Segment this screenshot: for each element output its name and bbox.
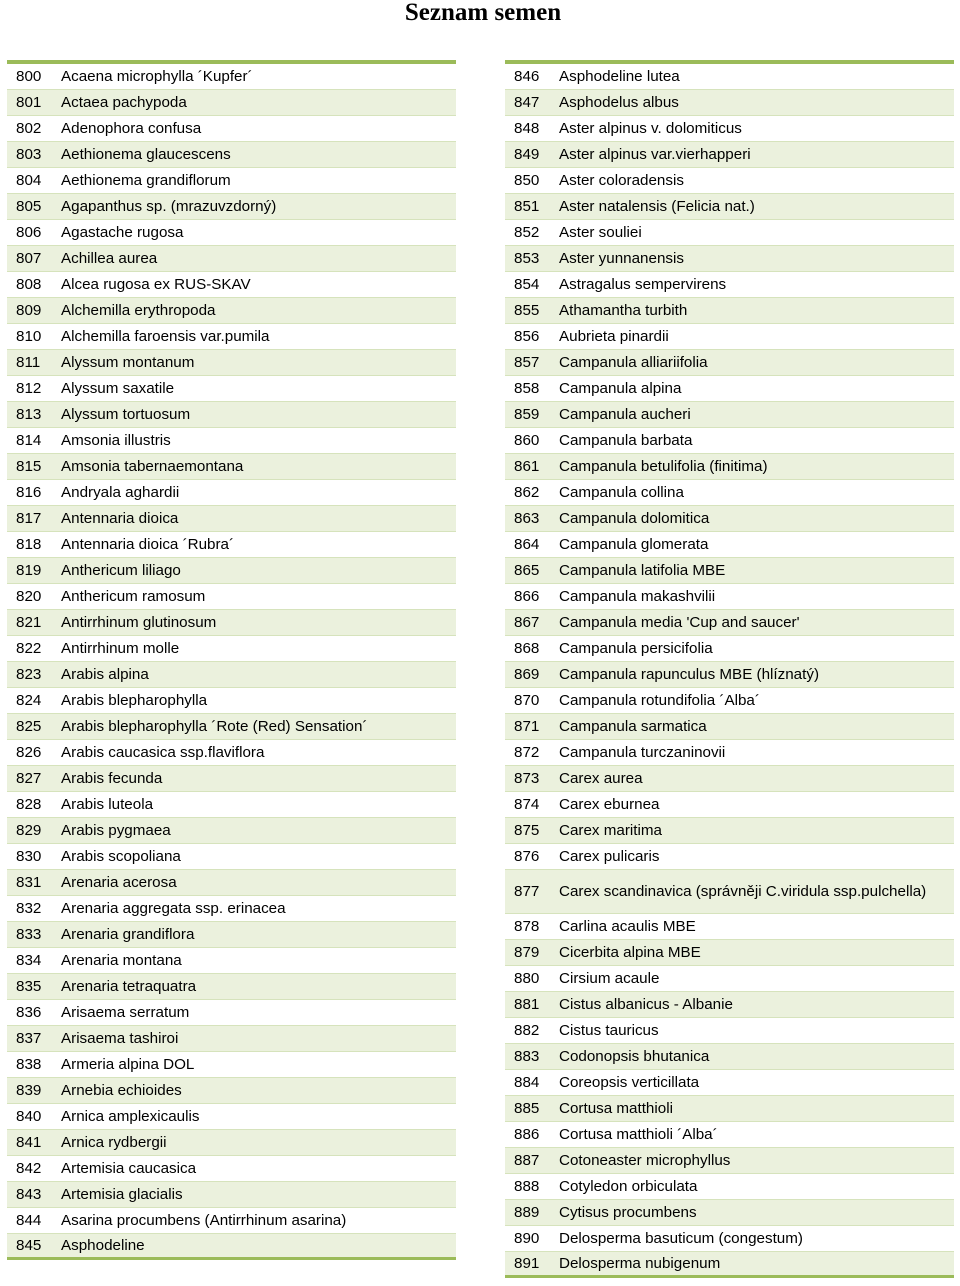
table-row (505, 246, 954, 272)
seed-number: 829 (16, 822, 42, 839)
seed-name: Aubrieta pinardii (559, 328, 669, 345)
seed-number: 800 (16, 68, 42, 85)
seed-name: Campanula collina (559, 484, 684, 501)
table-row (7, 1234, 456, 1260)
table-row (7, 714, 456, 740)
table-row (7, 168, 456, 194)
table-row (505, 1122, 954, 1148)
seed-name: Antirrhinum glutinosum (61, 614, 217, 631)
seed-name: Asphodeline (61, 1237, 145, 1254)
table-row (7, 688, 456, 714)
seed-number: 805 (16, 198, 42, 215)
table-row (505, 402, 954, 428)
seed-number: 890 (514, 1230, 540, 1247)
seed-number: 869 (514, 666, 540, 683)
table-row (7, 1208, 456, 1234)
seed-name: Campanula dolomitica (559, 510, 710, 527)
seed-name: Arenaria tetraquatra (61, 978, 197, 995)
table-row (505, 532, 954, 558)
table-row (505, 558, 954, 584)
seed-name: Cirsium acaule (559, 970, 660, 987)
seed-name: Alcea rugosa ex RUS-SKAV (61, 276, 251, 293)
table-row (505, 116, 954, 142)
table-row (7, 1078, 456, 1104)
table-row (7, 792, 456, 818)
table-row (7, 974, 456, 1000)
seed-name: Carlina acaulis MBE (559, 918, 696, 935)
table-row (505, 662, 954, 688)
seed-number: 870 (514, 692, 540, 709)
seed-name: Actaea pachypoda (61, 94, 187, 111)
table-row (7, 506, 456, 532)
seed-list-left (7, 60, 456, 1260)
table-row (7, 1182, 456, 1208)
seed-name: Carex aurea (559, 770, 643, 787)
seed-number: 806 (16, 224, 42, 241)
seed-number: 842 (16, 1160, 42, 1177)
table-row (7, 480, 456, 506)
seed-number: 824 (16, 692, 42, 709)
seed-number: 889 (514, 1204, 540, 1221)
seed-number: 815 (16, 458, 42, 475)
seed-number: 857 (514, 354, 540, 371)
seed-number: 859 (514, 406, 540, 423)
seed-name: Arabis alpina (61, 666, 149, 683)
seed-name: Anthericum liliago (61, 562, 181, 579)
table-row (7, 1052, 456, 1078)
seed-number: 860 (514, 432, 540, 449)
table-row (505, 792, 954, 818)
seed-number: 804 (16, 172, 42, 189)
seed-name: Arisaema tashiroi (61, 1030, 179, 1047)
seed-number: 861 (514, 458, 540, 475)
table-row (7, 584, 456, 610)
table-row (505, 766, 954, 792)
seed-name: Asphodelus albus (559, 94, 679, 111)
seed-name: Arabis luteola (61, 796, 154, 813)
seed-name: Asarina procumbens (Antirrhinum asarina) (61, 1212, 347, 1229)
table-row (505, 688, 954, 714)
seed-name: Anthericum ramosum (61, 588, 206, 605)
seed-name: Aster yunnanensis (559, 250, 684, 267)
table-row (505, 90, 954, 116)
table-row (505, 870, 954, 914)
table-row (7, 454, 456, 480)
table-row (505, 636, 954, 662)
table-row (505, 506, 954, 532)
table-row (505, 1252, 954, 1278)
seed-name: Delosperma basuticum (congestum) (559, 1230, 803, 1247)
table-row (505, 168, 954, 194)
seed-name: Aethionema glaucescens (61, 146, 231, 163)
seed-number: 816 (16, 484, 42, 501)
page-title: Seznam semen (404, 0, 562, 26)
table-row (7, 324, 456, 350)
seed-number: 832 (16, 900, 42, 917)
table-row (7, 870, 456, 896)
seed-name: Campanula sarmatica (559, 718, 707, 735)
seed-name: Amsonia tabernaemontana (61, 458, 244, 475)
table-row (7, 116, 456, 142)
seed-number: 835 (16, 978, 42, 995)
seed-number: 820 (16, 588, 42, 605)
table-row (7, 1000, 456, 1026)
table-row (505, 714, 954, 740)
seed-name: Alchemilla erythropoda (61, 302, 216, 319)
table-row (7, 844, 456, 870)
seed-number: 809 (16, 302, 42, 319)
seed-name: Alyssum montanum (61, 354, 195, 371)
seed-name: Campanula persicifolia (559, 640, 713, 657)
table-row (7, 90, 456, 116)
seed-number: 884 (514, 1074, 540, 1091)
table-row (505, 454, 954, 480)
seed-number: 856 (514, 328, 540, 345)
seed-name: Carex maritima (559, 822, 662, 839)
seed-name: Alyssum tortuosum (61, 406, 191, 423)
table-row (7, 1104, 456, 1130)
seed-number: 852 (514, 224, 540, 241)
seed-number: 831 (16, 874, 42, 891)
seed-number: 880 (514, 970, 540, 987)
seed-number: 833 (16, 926, 42, 943)
table-row (505, 1226, 954, 1252)
table-row (505, 940, 954, 966)
table-row (505, 142, 954, 168)
seed-name: Athamantha turbith (559, 302, 688, 319)
seed-name: Campanula rapunculus MBE (hlíznatý) (559, 666, 819, 683)
seed-number: 837 (16, 1030, 42, 1047)
seed-number: 878 (514, 918, 540, 935)
table-row (505, 64, 954, 90)
seed-number: 810 (16, 328, 42, 345)
seed-name: Arnica amplexicaulis (61, 1108, 200, 1125)
table-row (505, 298, 954, 324)
seed-name: Astragalus sempervirens (559, 276, 727, 293)
seed-number: 858 (514, 380, 540, 397)
seed-number: 839 (16, 1082, 42, 1099)
seed-name: Aster alpinus v. dolomiticus (559, 120, 742, 137)
seed-number: 814 (16, 432, 42, 449)
seed-name: Agastache rugosa (61, 224, 184, 241)
table-row (505, 844, 954, 870)
seed-name: Artemisia caucasica (61, 1160, 197, 1177)
seed-number: 812 (16, 380, 42, 397)
table-row (7, 64, 456, 90)
seed-number: 885 (514, 1100, 540, 1117)
seed-number: 846 (514, 68, 540, 85)
seed-number: 862 (514, 484, 540, 501)
table-row (505, 1174, 954, 1200)
table-row (7, 194, 456, 220)
table-row (505, 966, 954, 992)
table-row (505, 1070, 954, 1096)
table-row (7, 532, 456, 558)
seed-number: 864 (514, 536, 540, 553)
table-row (7, 948, 456, 974)
seed-name: Arenaria aggregata ssp. erinacea (61, 900, 286, 917)
seed-number: 803 (16, 146, 42, 163)
seed-number: 808 (16, 276, 42, 293)
seed-number: 840 (16, 1108, 42, 1125)
seed-name: Andryala aghardii (61, 484, 180, 501)
seed-name: Campanula aucheri (559, 406, 691, 423)
seed-name: Delosperma nubigenum (559, 1255, 721, 1272)
seed-name: Cotoneaster microphyllus (559, 1152, 731, 1169)
seed-name: Cytisus procumbens (559, 1204, 697, 1221)
seed-name: Alyssum saxatile (61, 380, 175, 397)
table-row (505, 1018, 954, 1044)
table-row (505, 740, 954, 766)
table-row (7, 376, 456, 402)
seed-number: 823 (16, 666, 42, 683)
seed-number: 888 (514, 1178, 540, 1195)
seed-number: 802 (16, 120, 42, 137)
seed-name: Codonopsis bhutanica (559, 1048, 710, 1065)
seed-number: 827 (16, 770, 42, 787)
table-row (7, 246, 456, 272)
seed-number: 881 (514, 996, 540, 1013)
table-row (505, 1200, 954, 1226)
seed-number: 866 (514, 588, 540, 605)
seed-number: 851 (514, 198, 540, 215)
seed-name: Aster souliei (559, 224, 642, 241)
table-row (505, 376, 954, 402)
table-row (505, 610, 954, 636)
seed-name: Arabis scopoliana (61, 848, 181, 865)
seed-number: 807 (16, 250, 42, 267)
seed-number: 841 (16, 1134, 42, 1151)
table-row (505, 992, 954, 1018)
table-row (505, 324, 954, 350)
seed-name: Cortusa matthioli (559, 1100, 673, 1117)
seed-name: Cistus tauricus (559, 1022, 659, 1039)
seed-number: 849 (514, 146, 540, 163)
table-row (505, 584, 954, 610)
table-row (7, 1026, 456, 1052)
table-row (7, 896, 456, 922)
seed-name: Aster alpinus var.vierhapperi (559, 146, 751, 163)
seed-number: 801 (16, 94, 42, 111)
table-row (7, 922, 456, 948)
table-row (505, 220, 954, 246)
seed-number: 850 (514, 172, 540, 189)
table-row (7, 1156, 456, 1182)
seed-name: Campanula turczaninovii (559, 744, 726, 761)
table-row (7, 636, 456, 662)
table-row (7, 558, 456, 584)
seed-number: 873 (514, 770, 540, 787)
seed-number: 848 (514, 120, 540, 137)
seed-number: 867 (514, 614, 540, 631)
seed-number: 883 (514, 1048, 540, 1065)
seed-name: Campanula latifolia MBE (559, 562, 726, 579)
seed-number: 871 (514, 718, 540, 735)
seed-number: 828 (16, 796, 42, 813)
seed-number: 838 (16, 1056, 42, 1073)
table-row (7, 610, 456, 636)
seed-number: 891 (514, 1255, 540, 1272)
table-row (7, 402, 456, 428)
table-row (505, 350, 954, 376)
table-row (7, 272, 456, 298)
seed-name: Agapanthus sp. (mrazuvzdorný) (61, 198, 277, 215)
seed-name: Arabis fecunda (61, 770, 163, 787)
seed-name: Campanula glomerata (559, 536, 709, 553)
seed-name: Antennaria dioica (61, 510, 179, 527)
seed-number: 879 (514, 944, 540, 961)
seed-number: 877 (514, 883, 540, 900)
seed-name: Campanula alliariifolia (559, 354, 708, 371)
seed-number: 887 (514, 1152, 540, 1169)
seed-name: Cortusa matthioli ´Alba´ (559, 1126, 718, 1143)
seed-number: 868 (514, 640, 540, 657)
seed-name: Asphodeline lutea (559, 68, 680, 85)
seed-number: 882 (514, 1022, 540, 1039)
seed-name: Arnica rydbergii (61, 1134, 167, 1151)
seed-number: 853 (514, 250, 540, 267)
seed-name: Antennaria dioica ´Rubra´ (61, 536, 235, 553)
seed-name: Arabis caucasica ssp.flaviflora (61, 744, 265, 761)
seed-name: Achillea aurea (61, 250, 158, 267)
seed-name: Campanula barbata (559, 432, 693, 449)
seed-name: Arenaria grandiflora (61, 926, 195, 943)
table-row (7, 142, 456, 168)
table-row (7, 818, 456, 844)
seed-name: Aethionema grandiflorum (61, 172, 231, 189)
seed-name: Arisaema serratum (61, 1004, 190, 1021)
seed-number: 813 (16, 406, 42, 423)
table-row (505, 1044, 954, 1070)
seed-name: Cicerbita alpina MBE (559, 944, 701, 961)
seed-name: Adenophora confusa (61, 120, 202, 137)
seed-number: 855 (514, 302, 540, 319)
seed-name: Arnebia echioides (61, 1082, 182, 1099)
table-row (505, 428, 954, 454)
seed-name: Carex scandinavica (správněji C.viridula ssp.pulchella) (559, 883, 927, 900)
seed-number: 826 (16, 744, 42, 761)
seed-number: 854 (514, 276, 540, 293)
seed-number: 811 (16, 354, 41, 371)
seed-name: Campanula media 'Cup and saucer' (559, 614, 800, 631)
seed-number: 822 (16, 640, 42, 657)
table-row (7, 298, 456, 324)
seed-name: Campanula makashvilii (559, 588, 716, 605)
seed-number: 847 (514, 94, 540, 111)
table-row (7, 766, 456, 792)
seed-list-right (505, 60, 954, 1278)
seed-number: 843 (16, 1186, 42, 1203)
seed-name: Arabis pygmaea (61, 822, 171, 839)
seed-number: 876 (514, 848, 540, 865)
seed-name: Aster coloradensis (559, 172, 684, 189)
seed-rows-right (505, 64, 954, 1278)
seed-rows-left (7, 64, 456, 1260)
table-row (505, 1096, 954, 1122)
table-row (505, 818, 954, 844)
seed-number: 886 (514, 1126, 540, 1143)
seed-number: 830 (16, 848, 42, 865)
seed-name: Artemisia glacialis (61, 1186, 183, 1203)
seed-name: Arabis blepharophylla (61, 692, 208, 709)
seed-name: Campanula alpina (559, 380, 682, 397)
seed-name: Campanula betulifolia (finitima) (559, 458, 768, 475)
table-row (7, 662, 456, 688)
seed-name: Coreopsis verticillata (559, 1074, 700, 1091)
seed-number: 865 (514, 562, 540, 579)
table-row (505, 272, 954, 298)
seed-name: Antirrhinum molle (61, 640, 180, 657)
seed-number: 817 (16, 510, 42, 527)
seed-name: Acaena microphylla ´Kupfer´ (61, 68, 253, 85)
seed-name: Cistus albanicus - Albanie (559, 996, 733, 1013)
seed-name: Arenaria montana (61, 952, 182, 969)
seed-number: 834 (16, 952, 42, 969)
table-row (505, 480, 954, 506)
seed-number: 836 (16, 1004, 42, 1021)
seed-name: Arabis blepharophylla ´Rote (Red) Sensation´ (61, 718, 368, 735)
seed-number: 825 (16, 718, 42, 735)
seed-name: Armeria alpina DOL (61, 1056, 195, 1073)
table-row (7, 428, 456, 454)
seed-name: Arenaria acerosa (61, 874, 177, 891)
seed-number: 844 (16, 1212, 42, 1229)
seed-number: 872 (514, 744, 540, 761)
seed-name: Aster natalensis (Felicia nat.) (559, 198, 755, 215)
seed-name: Campanula rotundifolia ´Alba´ (559, 692, 760, 709)
table-row (7, 1130, 456, 1156)
seed-number: 818 (16, 536, 42, 553)
table-row (505, 914, 954, 940)
seed-number: 821 (16, 614, 42, 631)
seed-number: 819 (16, 562, 42, 579)
seed-number: 874 (514, 796, 540, 813)
seed-name: Carex eburnea (559, 796, 660, 813)
seed-name: Alchemilla faroensis var.pumila (61, 328, 270, 345)
seed-name: Amsonia illustris (61, 432, 171, 449)
seed-number: 845 (16, 1237, 42, 1254)
seed-number: 863 (514, 510, 540, 527)
table-row (505, 1148, 954, 1174)
seed-number: 875 (514, 822, 540, 839)
table-row (505, 194, 954, 220)
table-row (7, 220, 456, 246)
table-row (7, 740, 456, 766)
seed-name: Carex pulicaris (559, 848, 660, 865)
table-row (7, 350, 456, 376)
seed-name: Cotyledon orbiculata (559, 1178, 698, 1195)
